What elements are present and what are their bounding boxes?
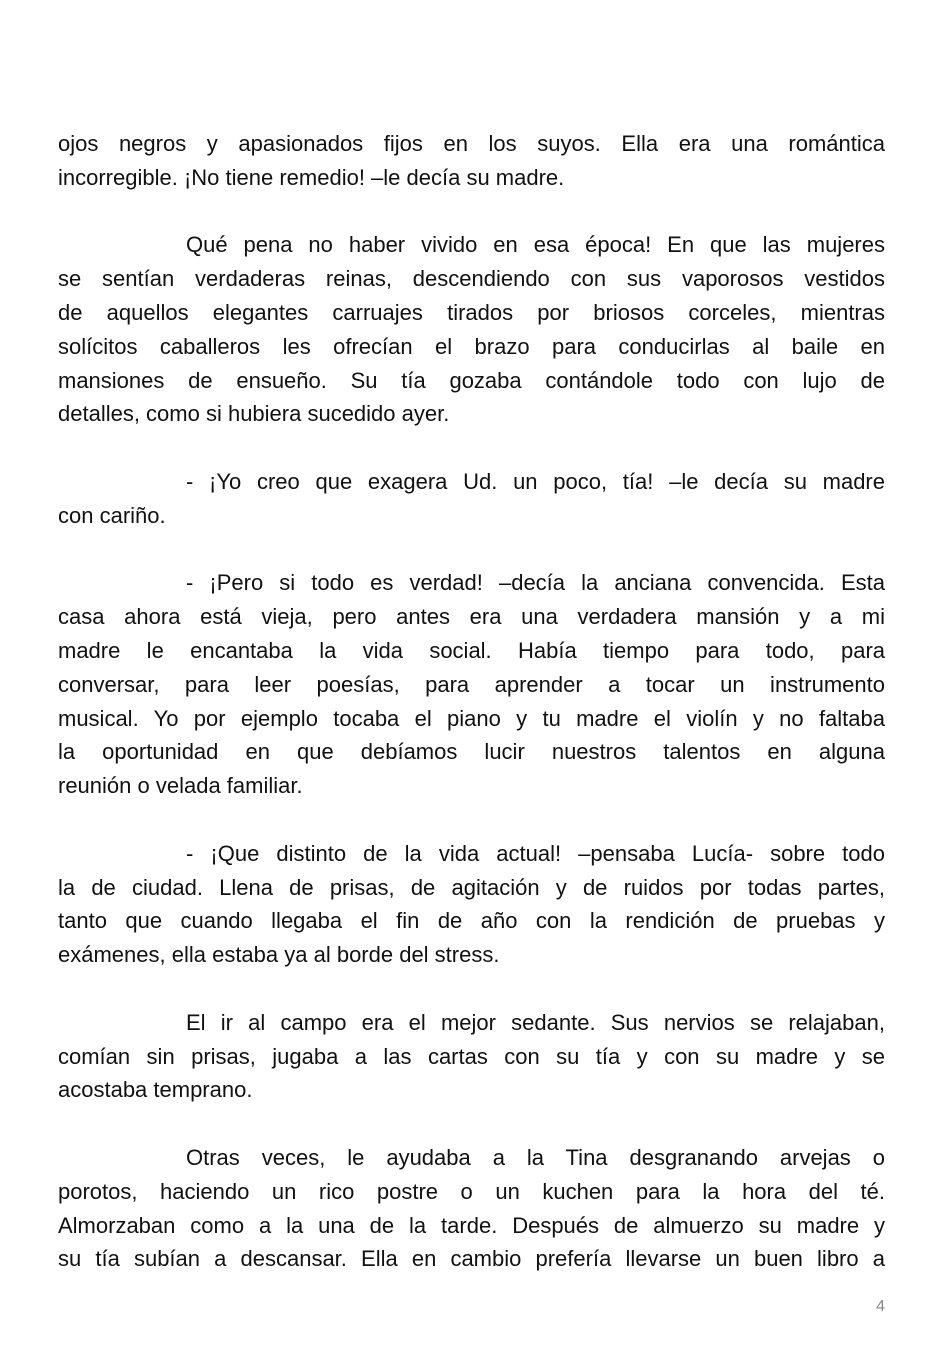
text-line: solícitos caballeros les ofrecían el brazo para conducirlas al baile en xyxy=(58,333,885,359)
paragraph xyxy=(58,127,885,195)
text-line: comían sin prisas, jugaba a las cartas con su tía y con su madre y se xyxy=(58,1043,885,1069)
text-line: - ¡Yo creo que exagera Ud. un poco, tía! –le decía su madre xyxy=(186,468,885,494)
text-line: - ¡Pero si todo es verdad! –decía la anciana convencida. Esta xyxy=(186,570,885,596)
text-line: Qué pena no haber vivido en esa época! En que las mujeres xyxy=(186,232,885,258)
paragraph xyxy=(58,228,885,431)
text-line: exámenes, ella estaba ya al borde del stress. xyxy=(58,942,500,968)
text-line: - ¡Que distinto de la vida actual! –pensaba Lucía- sobre todo xyxy=(186,840,885,866)
page-number: 4 xyxy=(876,1298,885,1315)
paragraph xyxy=(58,1006,885,1107)
text-line: acostaba temprano. xyxy=(58,1077,253,1103)
text-line: ojos negros y apasionados fijos en los suyos. Ella era una romántica xyxy=(58,131,885,156)
text-line: reunión o velada familiar. xyxy=(58,773,303,799)
text-line: porotos, haciendo un rico postre o un kuchen para la hora del té. xyxy=(58,1178,885,1204)
text-line: Otras veces, le ayudaba a la Tina desgranando arvejas o xyxy=(186,1144,885,1170)
text-line: mansiones de ensueño. Su tía gozaba contándole todo con lujo de xyxy=(58,367,885,393)
text-line: madre le encantaba la vida social. Había tiempo para todo, para xyxy=(58,637,885,663)
text-line: de aquellos elegantes carruajes tirados por briosos corceles, mientras xyxy=(58,299,885,325)
text-line: se sentían verdaderas reinas, descendiendo con sus vaporosos vestidos xyxy=(58,266,885,292)
text-line: la oportunidad en que debíamos lucir nuestros talentos en alguna xyxy=(58,739,885,765)
paragraph xyxy=(58,1141,885,1276)
text-line: su tía subían a descansar. Ella en cambio prefería llevarse un buen libro a xyxy=(58,1246,885,1272)
paragraph xyxy=(58,566,885,803)
text-line: Almorzaban como a la una de la tarde. Después de almuerzo su madre y xyxy=(58,1212,885,1238)
paragraph xyxy=(58,465,885,533)
text-line: musical. Yo por ejemplo tocaba el piano y tu madre el violín y no faltaba xyxy=(58,705,885,731)
text-line: detalles, como si hubiera sucedido ayer. xyxy=(58,401,450,427)
text-line: El ir al campo era el mejor sedante. Sus nervios se relajaban, xyxy=(186,1009,885,1035)
text-line: conversar, para leer poesías, para aprender a tocar un instrumento xyxy=(58,671,885,697)
text-line: incorregible. ¡No tiene remedio! –le decía su madre. xyxy=(58,164,565,190)
text-line: la de ciudad. Llena de prisas, de agitación y de ruidos por todas partes, xyxy=(58,874,885,900)
text-line: con cariño. xyxy=(58,502,166,528)
paragraph xyxy=(58,837,885,972)
text-line: tanto que cuando llegaba el fin de año con la rendición de pruebas y xyxy=(58,908,885,934)
text-line: casa ahora está vieja, pero antes era una verdadera mansión y a mi xyxy=(58,604,885,630)
page-body xyxy=(58,127,885,1276)
